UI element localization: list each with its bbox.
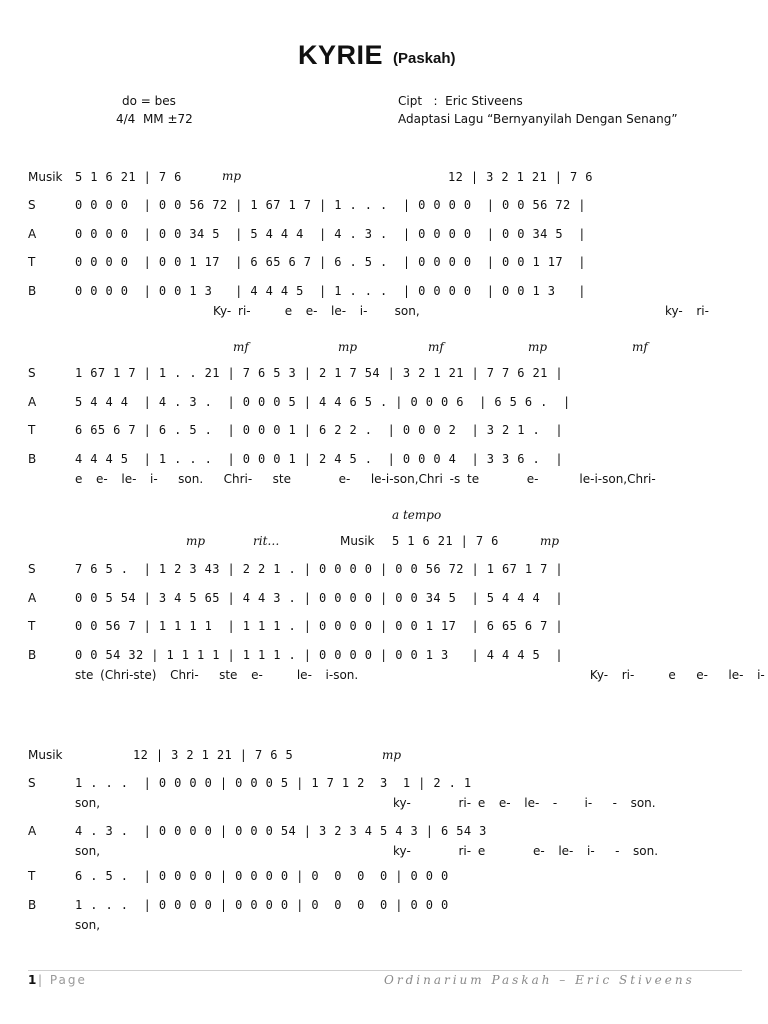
part-label-soprano: S [28,776,36,790]
adaptation-credit: Adaptasi Lagu “Bernyanyilah Dengan Senang” [398,112,678,126]
dynamic-mark: mp [540,534,560,548]
part-label-bass: B [28,284,37,298]
lyrics-line: e e- le- i- son. Chri- ste e- le-i-son,Chri -s te e- le-i-son,Chri- [75,472,656,486]
dynamic-mark: mp [382,748,402,762]
part-label-bass: B [28,648,37,662]
part-label-musik: Musik [28,748,63,762]
part-label-bass: B [28,452,37,466]
page-label: | Page [38,973,87,987]
part-label-tenor: T [28,619,36,633]
tenor-notes: 6 65 6 7 | 6 . 5 . | 0 0 0 1 | 6 2 2 . | 0 0 0 2 | 3 2 1 . | [75,423,563,437]
alto-notes: 4 . 3 . | 0 0 0 0 | 0 0 0 54 | 3 2 3 4 5 4 3 | 6 54 3 [75,824,487,838]
dynamic-mark: mp [338,340,358,354]
part-label-tenor: T [28,869,36,883]
key-signature: do = bes [122,94,176,108]
bass-notes: 0 0 0 0 | 0 0 1 3 | 4 4 4 5 | 1 . . . | 0 0 0 0 | 0 0 1 3 | [75,284,586,298]
tempo-marking: 4/4 MM ±72 [116,112,193,126]
page-title: KYRIE [298,40,384,70]
part-label-tenor: T [28,423,36,437]
dynamic-mark: mp [186,534,206,548]
bass-notes: 1 . . . | 0 0 0 0 | 0 0 0 0 | 0 0 0 0 | 0 0 0 [75,898,449,912]
part-label-soprano: S [28,562,36,576]
part-label-tenor: T [28,255,36,269]
part-label-musik: Musik [28,170,63,184]
alto-notes: 0 0 5 54 | 3 4 5 65 | 4 4 3 . | 0 0 0 0 | 0 0 34 5 | 5 4 4 4 | [75,591,563,605]
musik-notes-continued: 12 | 3 2 1 21 | 7 6 [448,170,593,184]
tenor-notes: 6 . 5 . | 0 0 0 0 | 0 0 0 0 | 0 0 0 0 | 0 0 0 [75,869,449,883]
musik-notes: 5 1 6 21 | 7 6 [75,170,182,184]
dynamic-mark: mf [632,340,648,354]
bass-notes: 4 4 4 5 | 1 . . . | 0 0 0 1 | 2 4 5 . | 0 0 0 4 | 3 3 6 . | [75,452,563,466]
tenor-notes: 0 0 0 0 | 0 0 1 17 | 6 65 6 7 | 6 . 5 . | 0 0 0 0 | 0 0 1 17 | [75,255,586,269]
part-label-alto: A [28,591,37,605]
page-number: 1 [28,973,37,987]
alto-notes: 5 4 4 4 | 4 . 3 . | 0 0 0 5 | 4 4 6 5 . | 0 0 0 6 | 6 5 6 . | [75,395,571,409]
tempo-mark: a tempo [392,508,442,522]
lyrics-line: Ky- ri- e e- le- i- son, ky- ri- [213,304,709,318]
footer-title: Ordinarium Paskah – Eric Stiveens [384,973,695,987]
dynamic-mark: mf [233,340,249,354]
composer-credit: Cipt : Eric Stiveens [398,94,523,108]
alto-notes: 0 0 0 0 | 0 0 34 5 | 5 4 4 4 | 4 . 3 . | 0 0 0 0 | 0 0 34 5 | [75,227,586,241]
part-label-alto: A [28,824,37,838]
soprano-notes: 0 0 0 0 | 0 0 56 72 | 1 67 1 7 | 1 . . . | 0 0 0 0 | 0 0 56 72 | [75,198,586,212]
lyrics-line: ste (Chri-ste) Chri- ste e- le- i-son. Ky- ri- e e- le- i- [75,668,765,682]
alto-lyrics: son, ky- ri- e e- le- i- - son. [75,844,659,858]
ritardando-mark: rit… [253,534,280,548]
soprano-notes: 1 . . . | 0 0 0 0 | 0 0 0 5 | 1 7 1 2 3 1 | 2 . 1 [75,776,472,790]
part-label-alto: A [28,227,37,241]
soprano-notes: 1 67 1 7 | 1 . . 21 | 7 6 5 3 | 2 1 7 54 | 3 2 1 21 | 7 7 6 21 | [75,366,563,380]
dynamic-mark: mp [528,340,548,354]
soprano-notes: 7 6 5 . | 1 2 3 43 | 2 2 1 . | 0 0 0 0 | 0 0 56 72 | 1 67 1 7 | [75,562,563,576]
bass-notes: 0 0 54 32 | 1 1 1 1 | 1 1 1 . | 0 0 0 0 | 0 0 1 3 | 4 4 4 5 | [75,648,563,662]
dynamic-mark: mp [222,169,242,183]
musik-notes: 12 | 3 2 1 21 | 7 6 5 [133,748,294,762]
part-label-soprano: S [28,198,36,212]
part-label-alto: A [28,395,37,409]
part-label-bass: B [28,898,37,912]
musik-notes: 5 1 6 21 | 7 6 [392,534,499,548]
tenor-notes: 0 0 56 7 | 1 1 1 1 | 1 1 1 . | 0 0 0 0 | 0 0 1 17 | 6 65 6 7 | [75,619,563,633]
page-subtitle: (Paskah) [393,50,456,67]
part-label-soprano: S [28,366,36,380]
part-label-musik: Musik [340,534,375,548]
footer-divider [28,970,742,971]
dynamic-mark: mf [428,340,444,354]
bass-lyrics: son, [75,918,101,932]
soprano-lyrics: son, ky- ri- e e- le- - i- - son. [75,796,656,810]
